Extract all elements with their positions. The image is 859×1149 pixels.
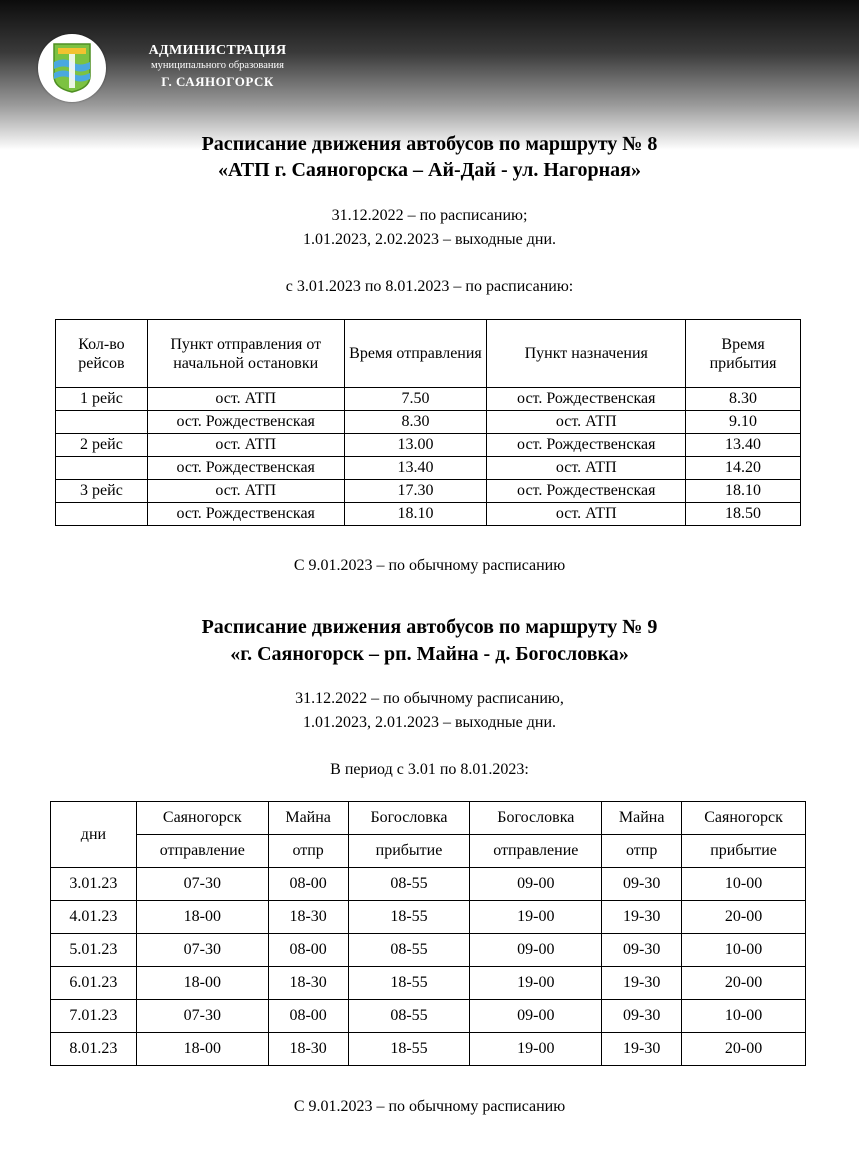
header-cell-days: дни xyxy=(51,802,137,868)
table-cell: ост. АТП xyxy=(147,480,344,503)
table-row xyxy=(51,1000,806,1033)
header-cell: Саяногорск xyxy=(136,802,268,835)
table-cell: ост. Рождественская xyxy=(487,388,686,411)
table-cell: 6.01.23 xyxy=(51,967,137,1000)
table-cell: 07-30 xyxy=(136,868,268,901)
table-cell: 18-55 xyxy=(348,901,470,934)
table-row xyxy=(56,503,801,526)
table-cell: 20-00 xyxy=(682,1033,806,1066)
table-cell: ост. Рождественская xyxy=(487,434,686,457)
table-cell: 09-30 xyxy=(602,868,682,901)
table-cell: 18-55 xyxy=(348,1033,470,1066)
table-cell: 07-30 xyxy=(136,934,268,967)
route9-schedule-table xyxy=(50,801,806,1066)
table-row xyxy=(51,1033,806,1066)
header-cell: Время отправления xyxy=(344,320,487,388)
table-cell: 5.01.23 xyxy=(51,934,137,967)
table-row xyxy=(51,934,806,967)
table-cell: 18-30 xyxy=(268,967,348,1000)
table-cell: 07-30 xyxy=(136,1000,268,1033)
table-cell: 09-00 xyxy=(470,868,602,901)
table-cell: 20-00 xyxy=(682,901,806,934)
header-cell: Пункт назначения xyxy=(487,320,686,388)
table-cell: 18-00 xyxy=(136,901,268,934)
table-cell xyxy=(56,503,148,526)
table-cell: 14.20 xyxy=(686,457,801,480)
route8-note-1: 31.12.2022 – по расписанию; xyxy=(331,207,528,224)
table-cell: 19-30 xyxy=(602,967,682,1000)
table-header-row xyxy=(51,802,806,835)
table-cell: ост. АТП xyxy=(487,457,686,480)
table-cell: ост. Рождественская xyxy=(147,457,344,480)
organization-name xyxy=(120,42,315,90)
header-cell: Кол-во рейсов xyxy=(56,320,148,388)
table-cell: 8.30 xyxy=(344,411,487,434)
route8-schedule-table xyxy=(55,319,801,526)
table-cell: 09-30 xyxy=(602,934,682,967)
table-cell: 08-00 xyxy=(268,868,348,901)
table-row xyxy=(56,388,801,411)
table-cell: 7.50 xyxy=(344,388,487,411)
table-cell: 20-00 xyxy=(682,967,806,1000)
table-cell: ост. АТП xyxy=(147,434,344,457)
table-cell: 19-00 xyxy=(470,901,602,934)
table-cell: 17.30 xyxy=(344,480,487,503)
table-cell: 10-00 xyxy=(682,868,806,901)
table-cell: 08-55 xyxy=(348,934,470,967)
subheader-cell: отправление xyxy=(136,835,268,868)
table-cell: 09-00 xyxy=(470,1000,602,1033)
route9-title-line2: «г. Саяногорск – рп. Майна - д. Богословка» xyxy=(230,643,629,665)
table-row xyxy=(51,868,806,901)
coat-of-arms-logo xyxy=(38,34,106,102)
subheader-cell: отпр xyxy=(268,835,348,868)
table-row xyxy=(56,457,801,480)
table-header-row xyxy=(56,320,801,388)
table-cell: 3.01.23 xyxy=(51,868,137,901)
table-cell: 18-00 xyxy=(136,1033,268,1066)
header-cell: Богословка xyxy=(348,802,470,835)
table-cell: ост. АТП xyxy=(147,388,344,411)
table-row xyxy=(51,901,806,934)
table-row xyxy=(56,434,801,457)
table-cell: 13.40 xyxy=(344,457,487,480)
table-row xyxy=(51,967,806,1000)
table-cell: 8.30 xyxy=(686,388,801,411)
table-cell: 10-00 xyxy=(682,934,806,967)
route8-title-line1: Расписание движения автобусов по маршруту № 8 xyxy=(201,133,658,155)
table-cell: ост. Рождественская xyxy=(147,411,344,434)
table-cell: 13.00 xyxy=(344,434,487,457)
route9-note-1: 31.12.2022 – по обычному расписанию, xyxy=(295,690,564,707)
table-cell: 08-55 xyxy=(348,1000,470,1033)
table-cell: ост. Рождественская xyxy=(147,503,344,526)
header-cell: Майна xyxy=(268,802,348,835)
table-cell: ост. Рождественская xyxy=(487,480,686,503)
table-cell: 7.01.23 xyxy=(51,1000,137,1033)
org-line-3: Г. САЯНОГОРСК xyxy=(161,74,274,89)
header-cell: Богословка xyxy=(470,802,602,835)
header-cell: Саяногорск xyxy=(682,802,806,835)
table-cell: 08-00 xyxy=(268,934,348,967)
header-cell: Майна xyxy=(602,802,682,835)
table-cell: 18.50 xyxy=(686,503,801,526)
table-cell: 1 рейс xyxy=(56,388,148,411)
table-cell: 10-00 xyxy=(682,1000,806,1033)
table-cell: 08-55 xyxy=(348,868,470,901)
table-cell: 18.10 xyxy=(686,480,801,503)
coat-of-arms-icon xyxy=(52,42,92,94)
route8-footer: С 9.01.2023 – по обычному расписанию xyxy=(293,557,566,574)
table-cell: 8.01.23 xyxy=(51,1033,137,1066)
org-line-2: муниципального образования xyxy=(151,60,284,71)
table-cell: 18-30 xyxy=(268,1033,348,1066)
table-cell: 19-30 xyxy=(602,1033,682,1066)
header-cell: Пункт отправления от начальной остановки xyxy=(147,320,344,388)
table-cell: 09-30 xyxy=(602,1000,682,1033)
table-cell: 2 рейс xyxy=(56,434,148,457)
route8-title-line2: «АТП г. Саяногорска – Ай-Дай - ул. Нагорная» xyxy=(218,159,641,181)
table-cell: 09-00 xyxy=(470,934,602,967)
route9-title-line1: Расписание движения автобусов по маршруту № 9 xyxy=(201,616,658,638)
table-cell: 4.01.23 xyxy=(51,901,137,934)
table-cell: ост. АТП xyxy=(487,503,686,526)
subheader-cell: отправление xyxy=(470,835,602,868)
table-cell xyxy=(56,457,148,480)
subheader-cell: отпр xyxy=(602,835,682,868)
route9-period: В период с 3.01 по 8.01.2023: xyxy=(330,761,529,778)
table-cell: 3 рейс xyxy=(56,480,148,503)
org-line-1: АДМИНИСТРАЦИЯ xyxy=(148,43,287,58)
route8-period: с 3.01.2023 по 8.01.2023 – по расписанию: xyxy=(285,278,574,295)
table-cell: 19-30 xyxy=(602,901,682,934)
table-subheader-row xyxy=(51,835,806,868)
route9-footer: С 9.01.2023 – по обычному расписанию xyxy=(293,1098,566,1115)
table-cell: 18.10 xyxy=(344,503,487,526)
subheader-cell: прибытие xyxy=(682,835,806,868)
table-cell: 18-00 xyxy=(136,967,268,1000)
table-row xyxy=(56,480,801,503)
table-cell: 18-55 xyxy=(348,967,470,1000)
table-cell: ост. АТП xyxy=(487,411,686,434)
table-row xyxy=(56,411,801,434)
table-cell: 9.10 xyxy=(686,411,801,434)
table-cell xyxy=(56,411,148,434)
header-cell: Время прибытия xyxy=(686,320,801,388)
route8-note-2: 1.01.2023, 2.02.2023 – выходные дни. xyxy=(302,231,557,248)
table-cell: 19-00 xyxy=(470,1033,602,1066)
table-cell: 19-00 xyxy=(470,967,602,1000)
table-cell: 13.40 xyxy=(686,434,801,457)
route9-note-2: 1.01.2023, 2.01.2023 – выходные дни. xyxy=(302,714,557,731)
subheader-cell: прибытие xyxy=(348,835,470,868)
table-cell: 08-00 xyxy=(268,1000,348,1033)
table-cell: 18-30 xyxy=(268,901,348,934)
